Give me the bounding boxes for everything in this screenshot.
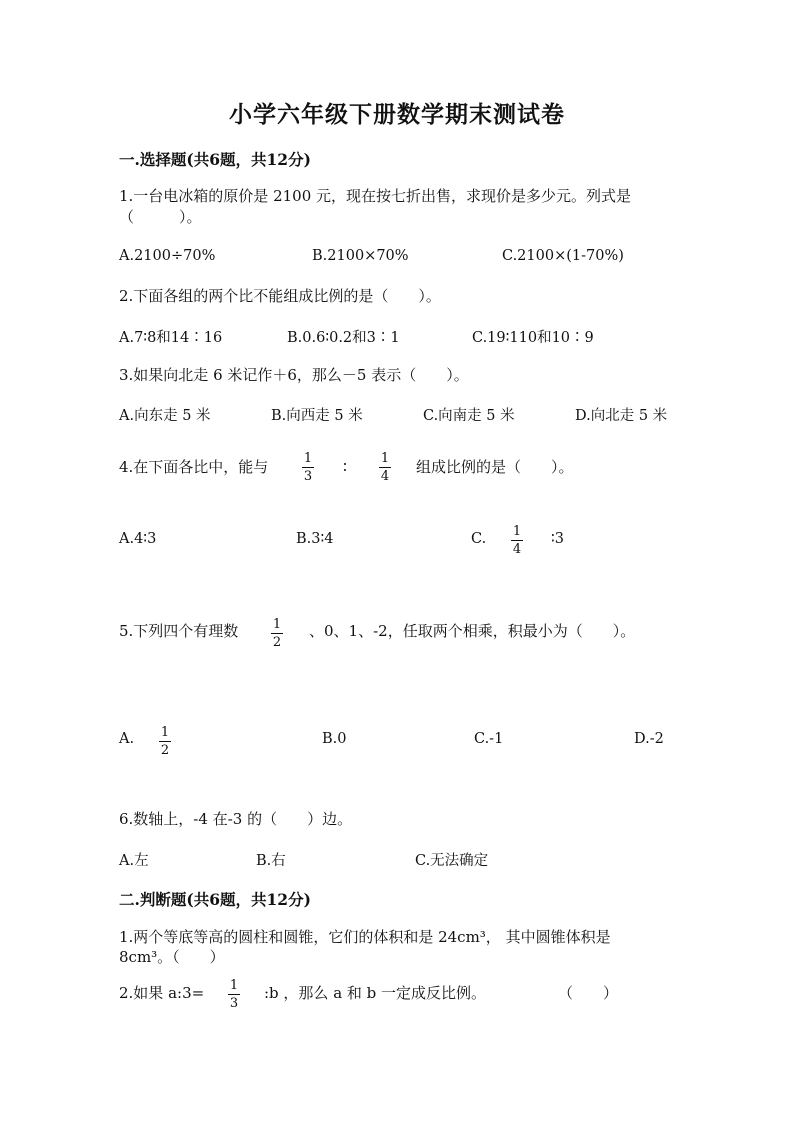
fraction-bar bbox=[511, 540, 523, 541]
q5-option-a-label: A. bbox=[119, 731, 135, 747]
question-6-text: 6.数轴上，-4 在-3 的（ ）边。 bbox=[119, 810, 353, 828]
q5-option-a-fraction bbox=[159, 725, 171, 758]
q4-fraction-2 bbox=[379, 451, 391, 484]
fraction-bar bbox=[379, 467, 391, 468]
q1-option-c: C.2100×(1-70%) bbox=[502, 248, 624, 264]
fraction-bar bbox=[271, 633, 283, 634]
q5-fraction bbox=[271, 617, 283, 650]
q4-option-a: A.4∶3 bbox=[119, 531, 157, 547]
fraction-denominator: 3 bbox=[229, 996, 239, 1011]
question-4-suffix: 组成比例的是（ ）。 bbox=[416, 458, 574, 476]
q4-option-b: B.3∶4 bbox=[296, 531, 334, 547]
fraction-denominator: 4 bbox=[512, 542, 522, 557]
fraction-numerator: 1 bbox=[512, 524, 522, 539]
judge-1-text: 1.两个等底等高的圆柱和圆锥，它们的体积和是 24cm³， 其中圆锥体积是 bbox=[119, 928, 611, 946]
question-1-text: 1.一台电冰箱的原价是 2100 元，现在按七折出售，求现价是多少元。列式是 bbox=[119, 187, 632, 205]
page-title: 小学六年级下册数学期末测试卷 bbox=[229, 101, 565, 128]
j2-fraction bbox=[228, 978, 240, 1011]
fraction-numerator: 1 bbox=[380, 451, 390, 466]
q6-option-a: A.左 bbox=[119, 853, 149, 869]
q5-option-d: D.-2 bbox=[634, 731, 664, 747]
q6-option-c: C.无法确定 bbox=[415, 853, 489, 869]
judge-2-suffix: :b ，那么 a 和 b 一定成反比例。 bbox=[264, 984, 487, 1002]
judge-2-prefix: 2.如果 a:3= bbox=[119, 984, 205, 1002]
fraction-bar bbox=[228, 994, 240, 995]
q3-option-a: A.向东走 5 米 bbox=[119, 408, 211, 424]
q2-option-b: B.0.6∶0.2和3∶1 bbox=[287, 330, 400, 346]
fraction-numerator: 1 bbox=[272, 617, 282, 632]
q4-fraction-1 bbox=[302, 451, 314, 484]
fraction-denominator: 2 bbox=[272, 635, 282, 650]
question-3-text: 3.如果向北走 6 米记作＋6，那么－5 表示（ ）。 bbox=[119, 366, 469, 384]
q3-option-b: B.向西走 5 米 bbox=[271, 408, 363, 424]
fraction-numerator: 1 bbox=[160, 725, 170, 740]
question-5-suffix: 、0、1、-2，任取两个相乘，积最小为（ ）。 bbox=[309, 622, 636, 640]
question-4-prefix: 4.在下面各比中，能与 bbox=[119, 458, 269, 476]
question-2-text: 2.下面各组的两个比不能组成比例的是（ ）。 bbox=[119, 287, 441, 305]
q6-option-b: B.右 bbox=[256, 853, 286, 869]
q2-option-a: A.7∶8和14∶16 bbox=[119, 330, 223, 346]
q5-option-b: B.0 bbox=[322, 731, 347, 747]
fraction-bar bbox=[302, 467, 314, 468]
judge-1-text-cont: 8cm³。（ ） bbox=[119, 948, 225, 966]
question-1-paren: （ ）。 bbox=[119, 208, 202, 226]
q3-option-c: C.向南走 5 米 bbox=[423, 408, 515, 424]
section-heading-choice: 一.选择题(共6题，共12分) bbox=[119, 150, 311, 169]
q2-option-c: C.19∶110和10∶9 bbox=[472, 330, 594, 346]
q3-option-d: D.向北走 5 米 bbox=[575, 408, 668, 424]
question-5-prefix: 5.下列四个有理数 bbox=[119, 622, 239, 640]
judge-2-paren: （ ） bbox=[558, 984, 619, 1002]
fraction-numerator: 1 bbox=[229, 978, 239, 993]
q5-option-c: C.-1 bbox=[474, 731, 504, 747]
q1-option-a: A.2100÷70% bbox=[119, 248, 216, 264]
fraction-denominator: 3 bbox=[303, 469, 313, 484]
q1-option-b: B.2100×70% bbox=[312, 248, 409, 264]
q4-option-c-suffix: ∶3 bbox=[551, 531, 564, 547]
q4-option-c-label: C. bbox=[471, 531, 487, 547]
fraction-bar bbox=[159, 741, 171, 742]
q4-option-c-fraction bbox=[511, 524, 523, 557]
fraction-numerator: 1 bbox=[303, 451, 313, 466]
section-heading-judge: 二.判断题(共6题，共12分) bbox=[119, 890, 311, 909]
fraction-denominator: 4 bbox=[380, 469, 390, 484]
q4-colon: ∶ bbox=[343, 458, 347, 476]
fraction-denominator: 2 bbox=[160, 743, 170, 758]
